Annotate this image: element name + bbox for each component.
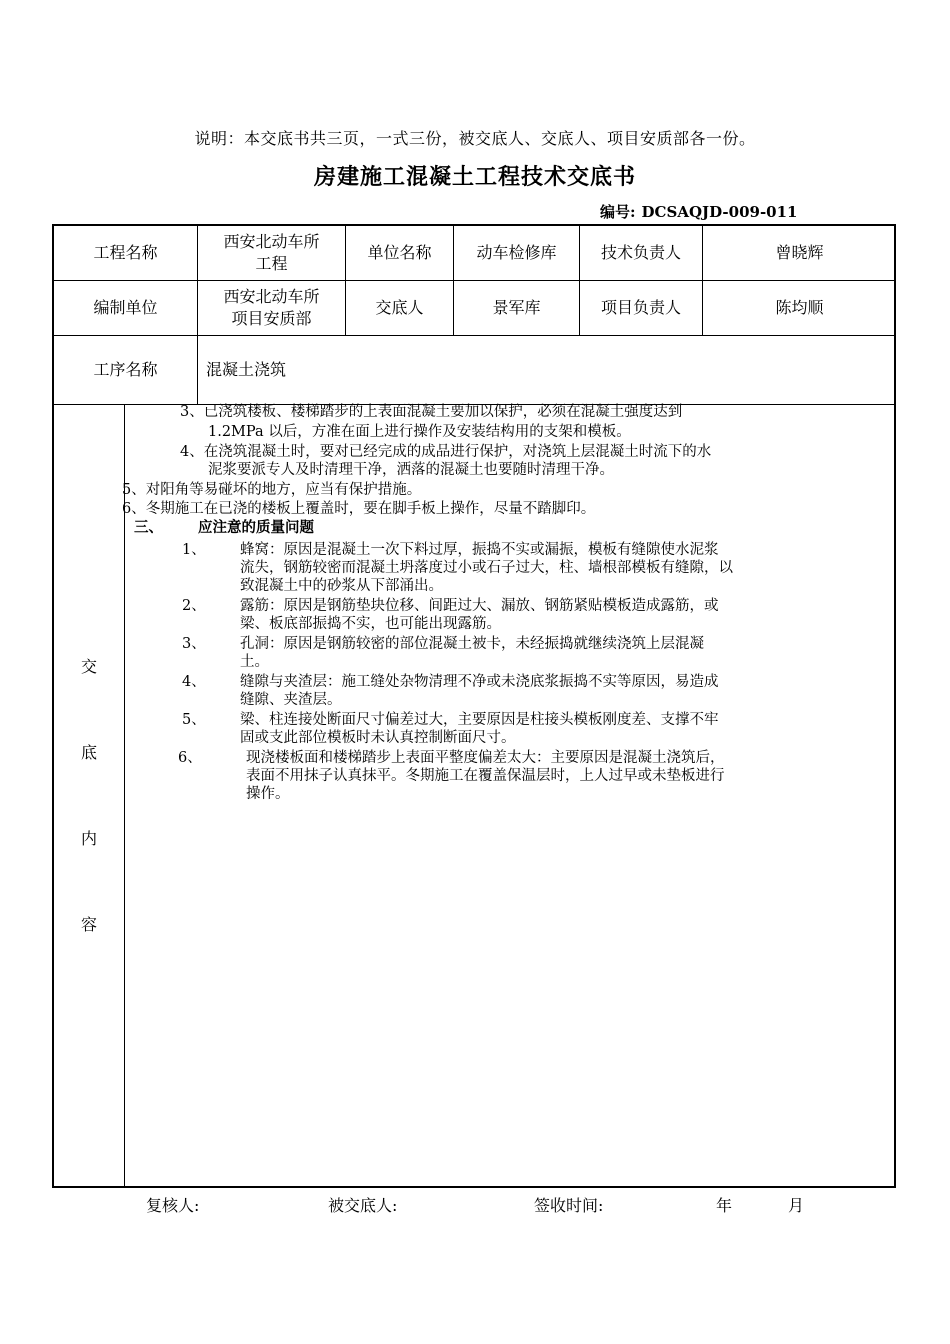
content-line: 6、冬期施工在已浇的楼板上覆盖时，要在脚手板上操作，尽量不踏脚印。 (122, 501, 596, 517)
side-char: 底 (80, 743, 97, 762)
document-number (600, 201, 798, 222)
unit-name-value: 动车检修库 (476, 243, 557, 262)
content-line: 土。 (240, 654, 269, 670)
project-name-label: 工程名称 (93, 243, 158, 262)
reviewer-label: 复核人: (146, 1196, 200, 1215)
side-char: 交 (80, 657, 97, 676)
instruction-note: 说明：本交底书共三页，一式三份，被交底人、交底人、项目安质部各一份。 (194, 129, 756, 148)
discloser-label: 交底人 (375, 298, 424, 317)
org-value: 西安北动车所 项目安质部 (223, 287, 320, 328)
section-title: 应注意的质量问题 (198, 519, 314, 536)
item-number: 1、 (182, 542, 206, 558)
content-line: 缝隙与夹渣层：施工缝处杂物清理不净或未浇底浆振捣不实等原因，易造成 (240, 674, 719, 690)
document-number-value: DCSAQJD-009-011 (641, 203, 798, 221)
sign-time-label: 签收时间: (534, 1196, 604, 1215)
recipient-label: 被交底人: (328, 1196, 398, 1215)
pm-label: 项目负责人 (600, 298, 681, 317)
section-number: 三、 (134, 519, 163, 536)
month-label: 月 (788, 1196, 805, 1215)
content-line: 1.2MPa 以后，方准在面上进行操作及安装结构用的支架和模板。 (208, 424, 631, 440)
content-line: 孔洞：原因是钢筋较密的部位混凝土被卡，未经振捣就继续浇筑上层混凝 (240, 636, 704, 652)
content-line: 缝隙、夹渣层。 (240, 692, 342, 708)
content-line: 3、已浇筑楼板、楼梯踏步的上表面混凝土要加以保护，必须在混凝土强度达到 (180, 404, 683, 420)
discloser-value: 景军库 (492, 298, 541, 317)
item-number: 5、 (182, 712, 206, 728)
item-number: 4、 (182, 674, 206, 690)
tech-lead-label: 技术负责人 (600, 243, 681, 262)
process-value: 混凝土浇筑 (206, 360, 287, 379)
content-line: 致混凝土中的砂浆从下部涌出。 (240, 578, 443, 594)
item-number: 3、 (182, 636, 206, 652)
process-label: 工序名称 (93, 360, 158, 379)
disclosure-table (52, 224, 896, 1188)
side-char: 内 (80, 829, 97, 848)
org-label: 编制单位 (93, 298, 158, 317)
content-line: 表面不用抹子认真抹平。冬期施工在覆盖保温层时，上人过早或未垫板进行 (246, 768, 725, 784)
unit-name-label: 单位名称 (367, 243, 432, 262)
table-divider (124, 404, 125, 1188)
content-line: 泥浆要派专人及时清理干净，洒落的混凝土也要随时清理干净。 (208, 462, 614, 478)
content-line: 操作。 (246, 786, 290, 802)
item-number: 6、 (178, 750, 202, 766)
content-line: 4、在浇筑混凝土时，要对已经完成的成品进行保护，对浇筑上层混凝土时流下的水 (180, 444, 712, 460)
content-line: 现浇楼板面和楼梯踏步上表面平整度偏差太大：主要原因是混凝土浇筑后， (246, 750, 725, 766)
side-char: 容 (80, 915, 97, 934)
content-line: 蜂窝：原因是混凝土一次下料过厚，振捣不实或漏振，模板有缝隙使水泥浆 (240, 542, 719, 558)
content-line: 梁、柱连接处断面尺寸偏差过大，主要原因是柱接头模板刚度差、支撑不牢 (240, 712, 719, 728)
document-number-label: 编号: (600, 203, 636, 221)
content-line: 5、对阳角等易碰坏的地方，应当有保护措施。 (122, 482, 422, 498)
content-line: 流失，钢筋较密而混凝土坍落度过小或石子过大，柱、墙根部模板有缝隙，以 (240, 560, 733, 576)
content-line: 露筋：原因是钢筋垫块位移、间距过大、漏放、钢筋紧贴模板造成露筋，或 (240, 598, 719, 614)
tech-lead-value: 曾晓辉 (775, 243, 824, 262)
item-number: 2、 (182, 598, 206, 614)
year-label: 年 (716, 1196, 733, 1215)
table-divider (54, 404, 896, 405)
content-line: 梁、板底部振捣不实，也可能出现露筋。 (240, 616, 501, 632)
project-name-value: 西安北动车所 工程 (223, 232, 320, 273)
pm-value: 陈均顺 (775, 298, 824, 317)
content-line: 固或支此部位模板时未认真控制断面尺寸。 (240, 730, 516, 746)
page-title: 房建施工混凝土工程技术交底书 (313, 164, 636, 190)
